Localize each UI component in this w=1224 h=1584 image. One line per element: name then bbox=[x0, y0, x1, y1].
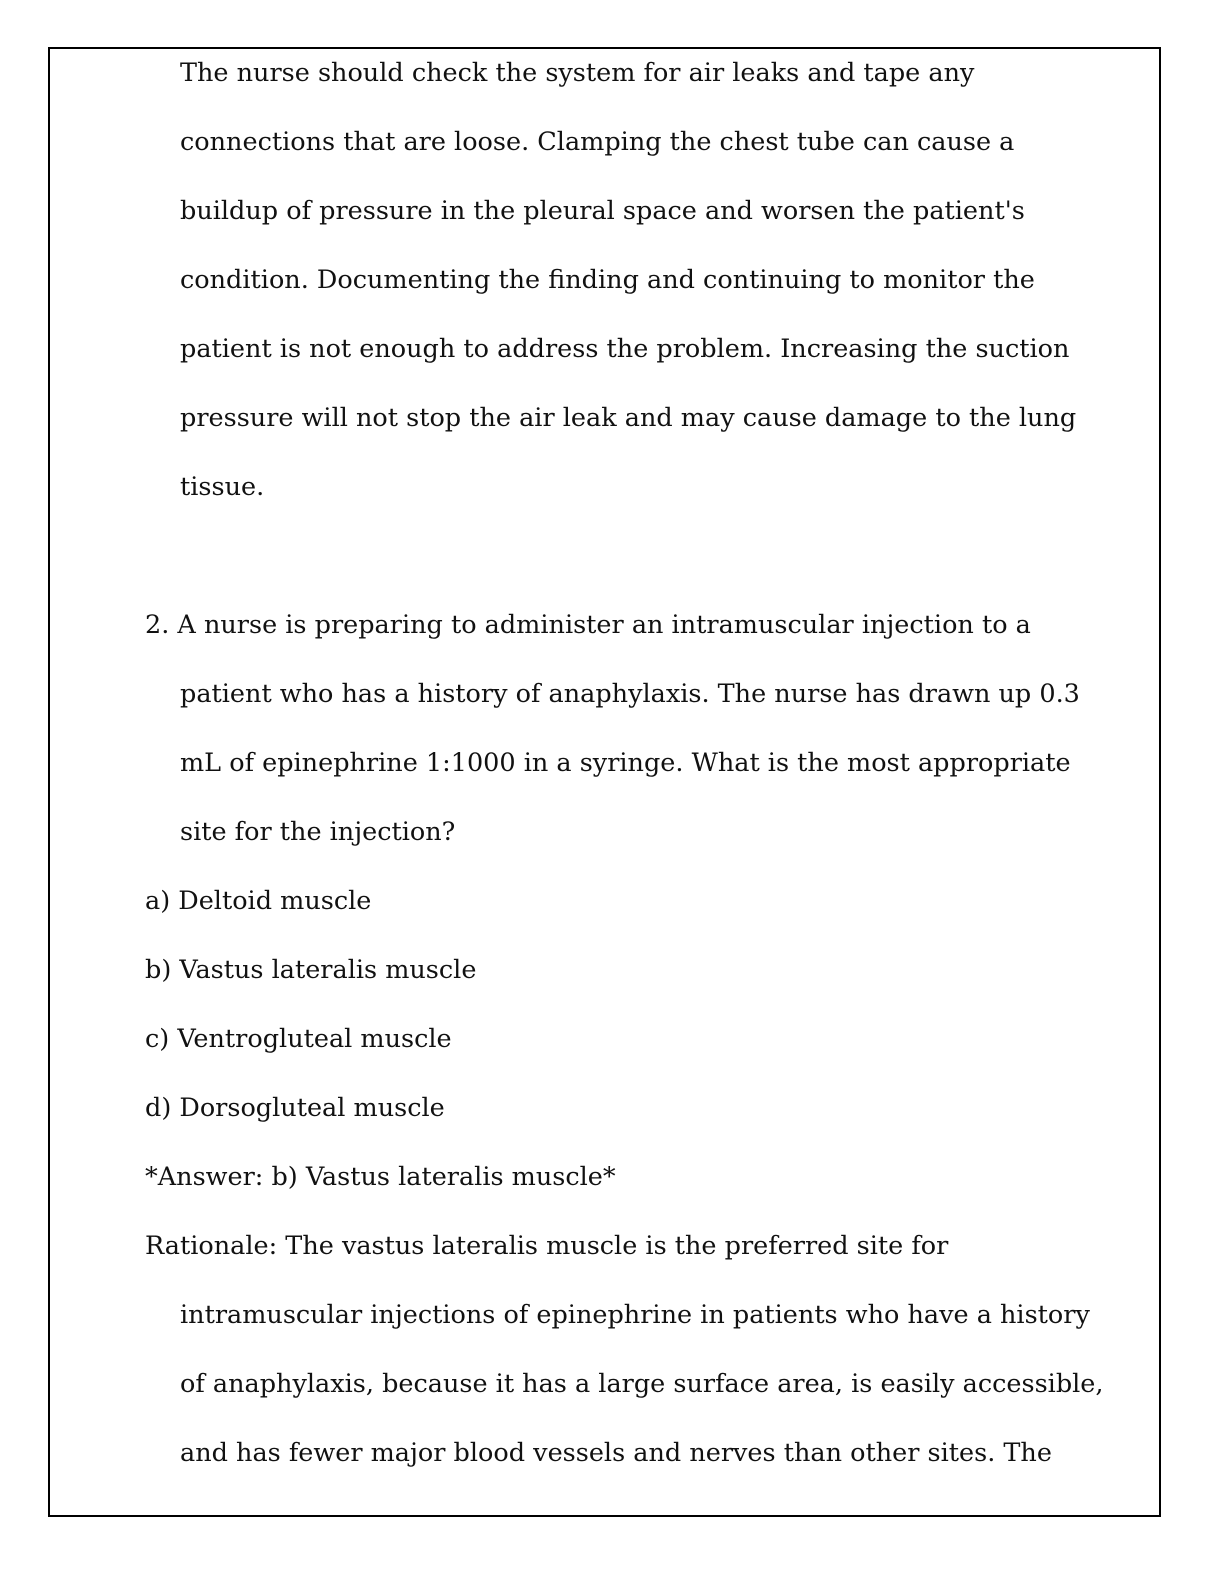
rationale-1-line-7: tissue. bbox=[180, 472, 265, 502]
question-2-line-4: site for the injection? bbox=[180, 817, 456, 847]
rationale-1-line-6: pressure will not stop the air leak and may cause damage to the lung bbox=[180, 403, 1077, 433]
rationale-2-line-3: of anaphylaxis, because it has a large surface area, is easily accessible, bbox=[180, 1369, 1104, 1399]
rationale-1-line-1: The nurse should check the system for air leaks and tape any bbox=[180, 58, 975, 88]
option-c: c) Ventrogluteal muscle bbox=[145, 1024, 452, 1054]
rationale-2-line-1: Rationale: The vastus lateralis muscle is the preferred site for bbox=[145, 1231, 949, 1261]
answer-line: *Answer: b) Vastus lateralis muscle* bbox=[145, 1162, 616, 1192]
rationale-1-line-3: buildup of pressure in the pleural space and worsen the patient's bbox=[180, 196, 1025, 226]
option-a: a) Deltoid muscle bbox=[145, 886, 372, 916]
option-b: b) Vastus lateralis muscle bbox=[145, 955, 477, 985]
rationale-1-line-5: patient is not enough to address the problem. Increasing the suction bbox=[180, 334, 1070, 364]
rationale-1-line-2: connections that are loose. Clamping the chest tube can cause a bbox=[180, 127, 1015, 157]
rationale-1-line-4: condition. Documenting the finding and continuing to monitor the bbox=[180, 265, 1035, 295]
question-2-line-3: mL of epinephrine 1:1000 in a syringe. What is the most appropriate bbox=[180, 748, 1071, 778]
rationale-2-line-2: intramuscular injections of epinephrine in patients who have a history bbox=[180, 1300, 1090, 1330]
rationale-2-line-4: and has fewer major blood vessels and nerves than other sites. The bbox=[180, 1438, 1052, 1468]
question-2-line-2: patient who has a history of anaphylaxis. The nurse has drawn up 0.3 bbox=[180, 679, 1080, 709]
question-2-line-1: 2. A nurse is preparing to administer an intramuscular injection to a bbox=[145, 610, 1031, 640]
option-d: d) Dorsogluteal muscle bbox=[145, 1093, 445, 1123]
